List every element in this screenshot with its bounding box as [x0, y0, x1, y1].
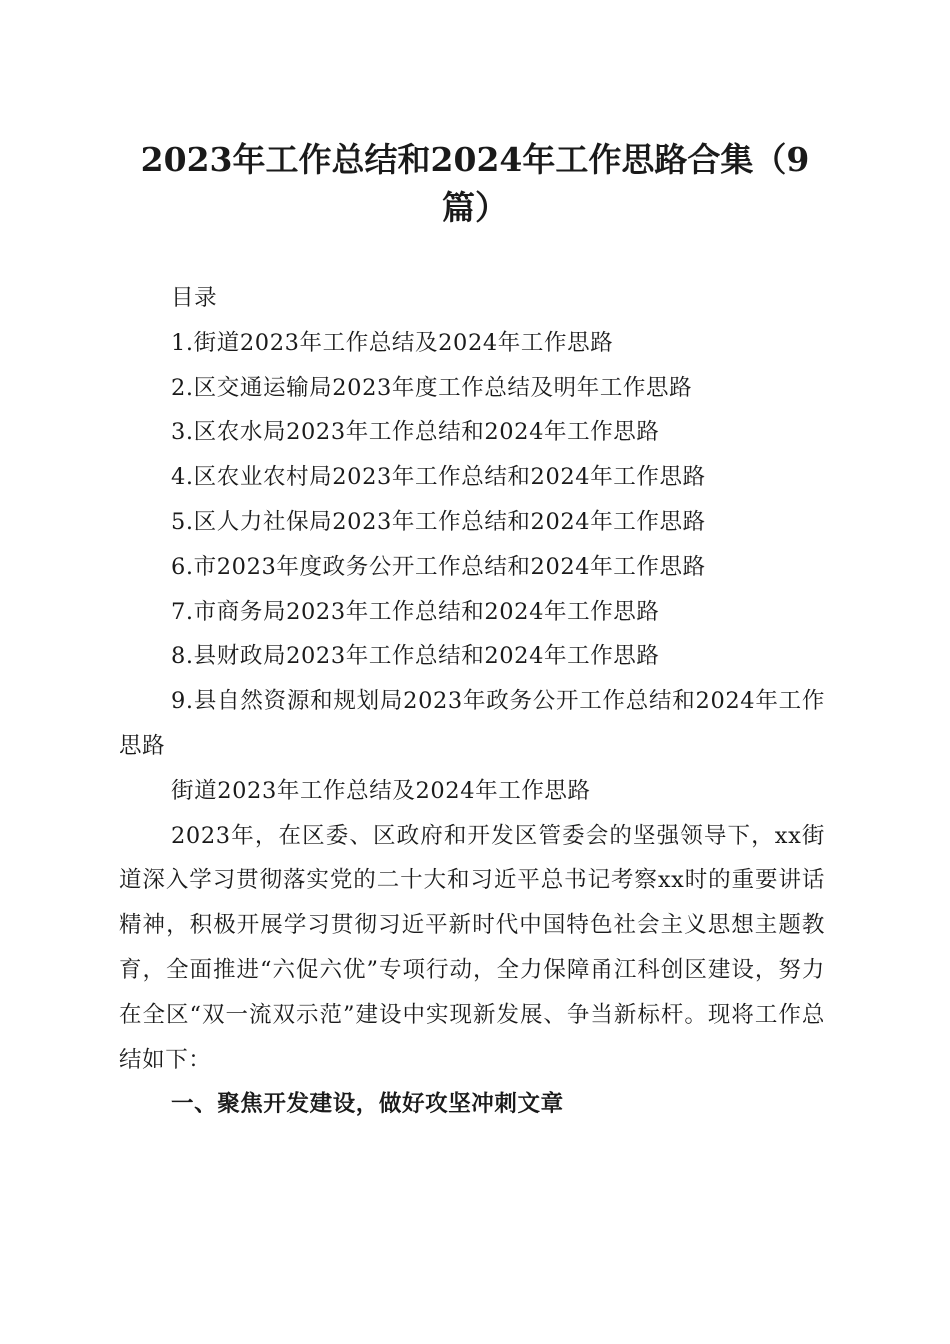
toc-item: 2.区交通运输局2023年度工作总结及明年工作思路	[171, 374, 693, 401]
intro-paragraph: 2023年，在区委、区政府和开发区管委会的坚强领导下，xx街道深入学习贯彻落实党的二十大和习近平总书记考察xx时的重要讲话精神，积极开展学习贯彻习近平新时代中国特色社会主义思想主题教育，全面推进“六促六优”专项行动，全力保障甬江科创区建设，努力在全区“双一流双示范”建设中实现新发展、争当新标杆。现将工作总结如下：	[119, 822, 825, 1073]
document-body	[119, 276, 825, 1127]
toc-item: 5.区人力社保局2023年工作总结和2024年工作思路	[171, 508, 706, 535]
toc-item: 9.县自然资源和规划局2023年政务公开工作总结和2024年工作思路	[119, 688, 825, 759]
section-title: 街道2023年工作总结及2024年工作思路	[171, 777, 591, 804]
toc-item: 1.街道2023年工作总结及2024年工作思路	[171, 329, 614, 356]
toc-item: 7.市商务局2023年工作总结和2024年工作思路	[171, 598, 660, 625]
toc-item: 4.区农业农村局2023年工作总结和2024年工作思路	[171, 464, 706, 491]
document-title: 2023年工作总结和2024年工作思路合集（9篇）	[140, 140, 810, 227]
toc-item: 8.县财政局2023年工作总结和2024年工作思路	[171, 643, 660, 670]
toc-label: 目录	[171, 285, 218, 311]
toc-item: 6.市2023年度政务公开工作总结和2024年工作思路	[171, 553, 706, 580]
section-heading: 一、聚焦开发建设，做好攻坚冲刺文章	[171, 1091, 564, 1118]
toc-item: 3.区农水局2023年工作总结和2024年工作思路	[171, 419, 660, 446]
